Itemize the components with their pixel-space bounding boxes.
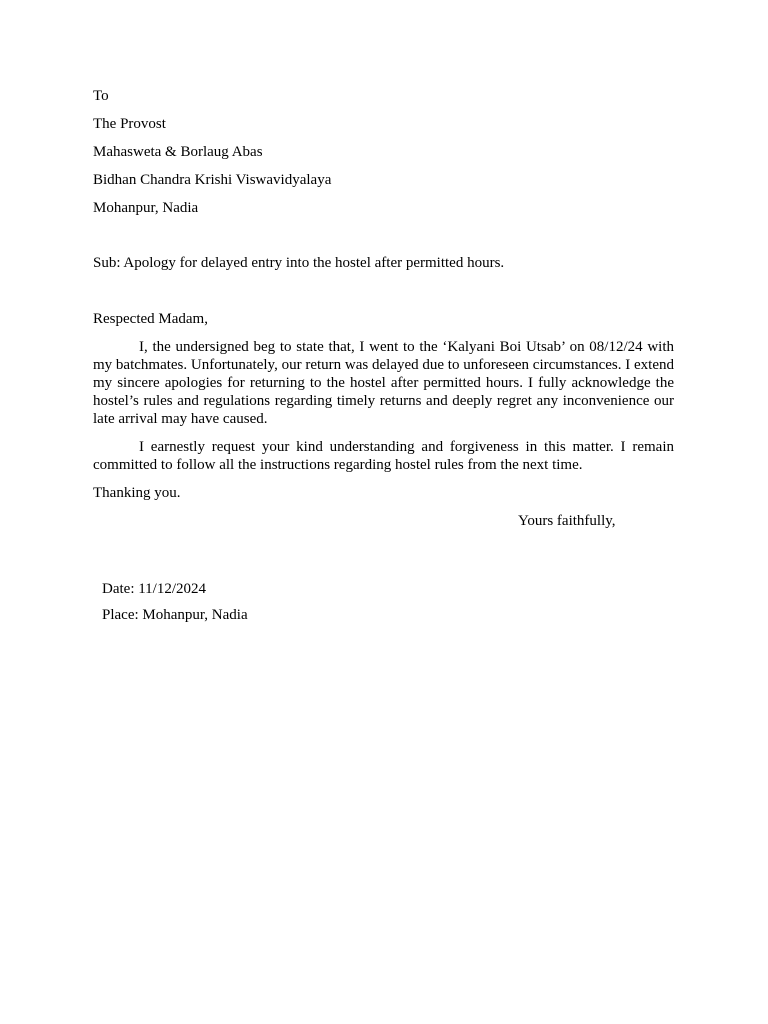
address-recipient: The Provost	[93, 116, 166, 132]
letter-thanks: Thanking you.	[93, 485, 181, 501]
letter-closing: Yours faithfully,	[518, 513, 616, 529]
address-university: Bidhan Chandra Krishi Viswavidyalaya	[93, 172, 332, 188]
address-to: To	[93, 88, 109, 104]
address-hostel: Mahasweta & Borlaug Abas	[93, 144, 263, 160]
letter-subject: Sub: Apology for delayed entry into the hostel after permitted hours.	[93, 255, 505, 271]
address-location: Mohanpur, Nadia	[93, 200, 199, 216]
body-paragraph-2: I earnestly request your kind understanding and forgiveness in this matter. I remain committed to follow all the instructions regarding hostel rules from the next time.	[93, 439, 674, 473]
letter-place: Place: Mohanpur, Nadia	[102, 607, 248, 623]
letter-date: Date: 11/12/2024	[102, 581, 207, 597]
body-paragraph-1: I, the undersigned beg to state that, I went to the ‘Kalyani Boi Utsab’ on 08/12/24 with my batchmates. Unfortunately, our return was delayed due to unforeseen circumstances. I extend my sincere apologies for returning to the hostel after permitted hours. I fully acknowledge the hostel’s rules and regulations regarding timely returns and deeply regret any inconvenience our late arrival may have caused.	[93, 339, 674, 427]
letter-salutation: Respected Madam,	[93, 311, 208, 327]
